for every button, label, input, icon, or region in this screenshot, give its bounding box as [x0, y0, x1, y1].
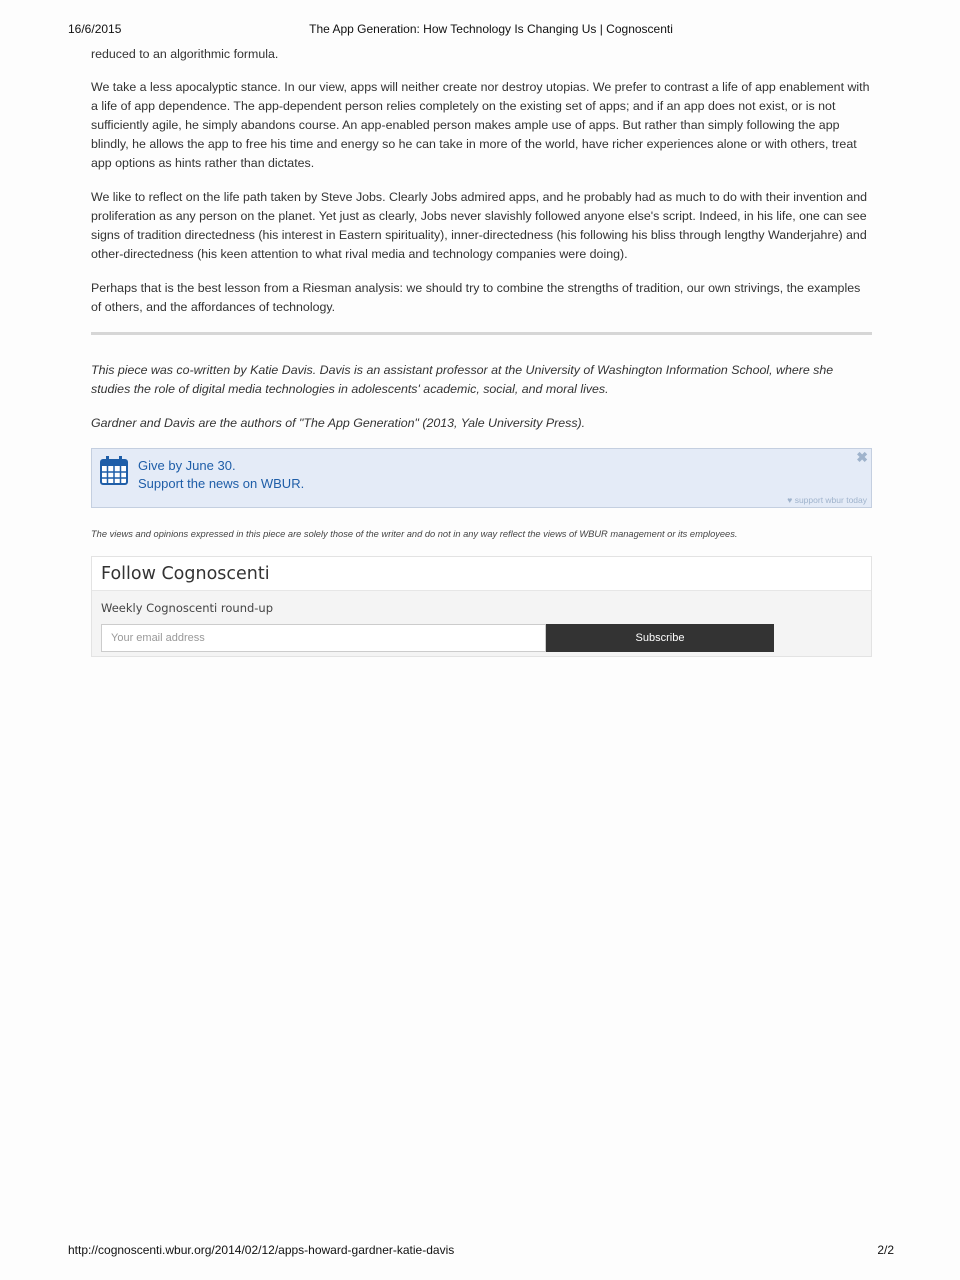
- opinion-disclaimer: The views and opinions expressed in this piece are solely those of the writer and do not in any way reflect the views of WBUR management or its employees.: [91, 529, 738, 539]
- print-footer: [68, 1243, 894, 1259]
- authors-note: Gardner and Davis are the authors of "The App Generation" (2013, Yale University Press).: [91, 416, 586, 430]
- email-input[interactable]: Your email address: [101, 624, 546, 652]
- follow-newsletter-widget: [91, 556, 872, 657]
- article-paragraph: Perhaps that is the best lesson from a Riesman analysis: we should try to combine the strengths of tradition, our own strivings, the examples of others, and the affordances of technology.: [91, 281, 861, 314]
- print-date: 16/6/2015: [68, 22, 122, 36]
- newsletter-subtitle: Weekly Cognoscenti round-up: [101, 601, 274, 615]
- close-icon[interactable]: ✖: [856, 449, 868, 465]
- promo-subline[interactable]: Support the news on WBUR.: [138, 476, 305, 491]
- article-paragraph: We take a less apocalyptic stance. In our view, apps will neither create nor destroy utopias. We prefer to contrast a life of app enablement with a life of app dependence. The app-dependent person relies completely on the existing set of apps; and if an app does not exist, or is not sufficiently agile, he simply abandons course. An app-enabled person makes ample use of apps. But rather than simply following the app blindly, he allows the app to free his time and energy so he can take in more of the world, have richer experiences alone or with others, treat app options as hints rather than dictates.: [91, 80, 870, 170]
- calendar-icon: [100, 456, 128, 485]
- article-paragraph: reduced to an algorithmic formula.: [91, 47, 279, 61]
- support-wbur-link[interactable]: ♥ support wbur today: [787, 495, 867, 505]
- follow-title: Follow Cognoscenti: [92, 557, 871, 591]
- page-number: 2/2: [877, 1243, 894, 1257]
- section-divider: [91, 332, 872, 335]
- print-page-title: The App Generation: How Technology Is Changing Us | Cognoscenti: [309, 22, 673, 36]
- article-content: [91, 45, 872, 657]
- subscribe-button[interactable]: Subscribe: [546, 624, 774, 652]
- page-url: http://cognoscenti.wbur.org/2014/02/12/apps-howard-gardner-katie-davis: [68, 1243, 455, 1257]
- promo-headline[interactable]: Give by June 30.: [138, 458, 236, 473]
- article-paragraph: We like to reflect on the life path taken by Steve Jobs. Clearly Jobs admired apps, and he probably had as much to do with their invention and proliferation as any person on the planet. Yet just as clearly, Jobs never slavishly followed anyone else's script. Indeed, in his life, one can see signs of tradition directedness (his interest in Eastern spirituality), inner-directedness (his following his bliss through lengthy Wanderjahre) and other-directedness (his keen attention to what rival media and technology companies were doing).: [91, 190, 868, 261]
- donation-promo-banner[interactable]: [91, 448, 872, 508]
- coauthor-credit: This piece was co-written by Katie Davis. Davis is an assistant professor at the University of Washington Information School, where she studies the role of digital media technologies in adolescents' academic, social, and moral lives.: [91, 363, 834, 396]
- print-header: [68, 22, 894, 38]
